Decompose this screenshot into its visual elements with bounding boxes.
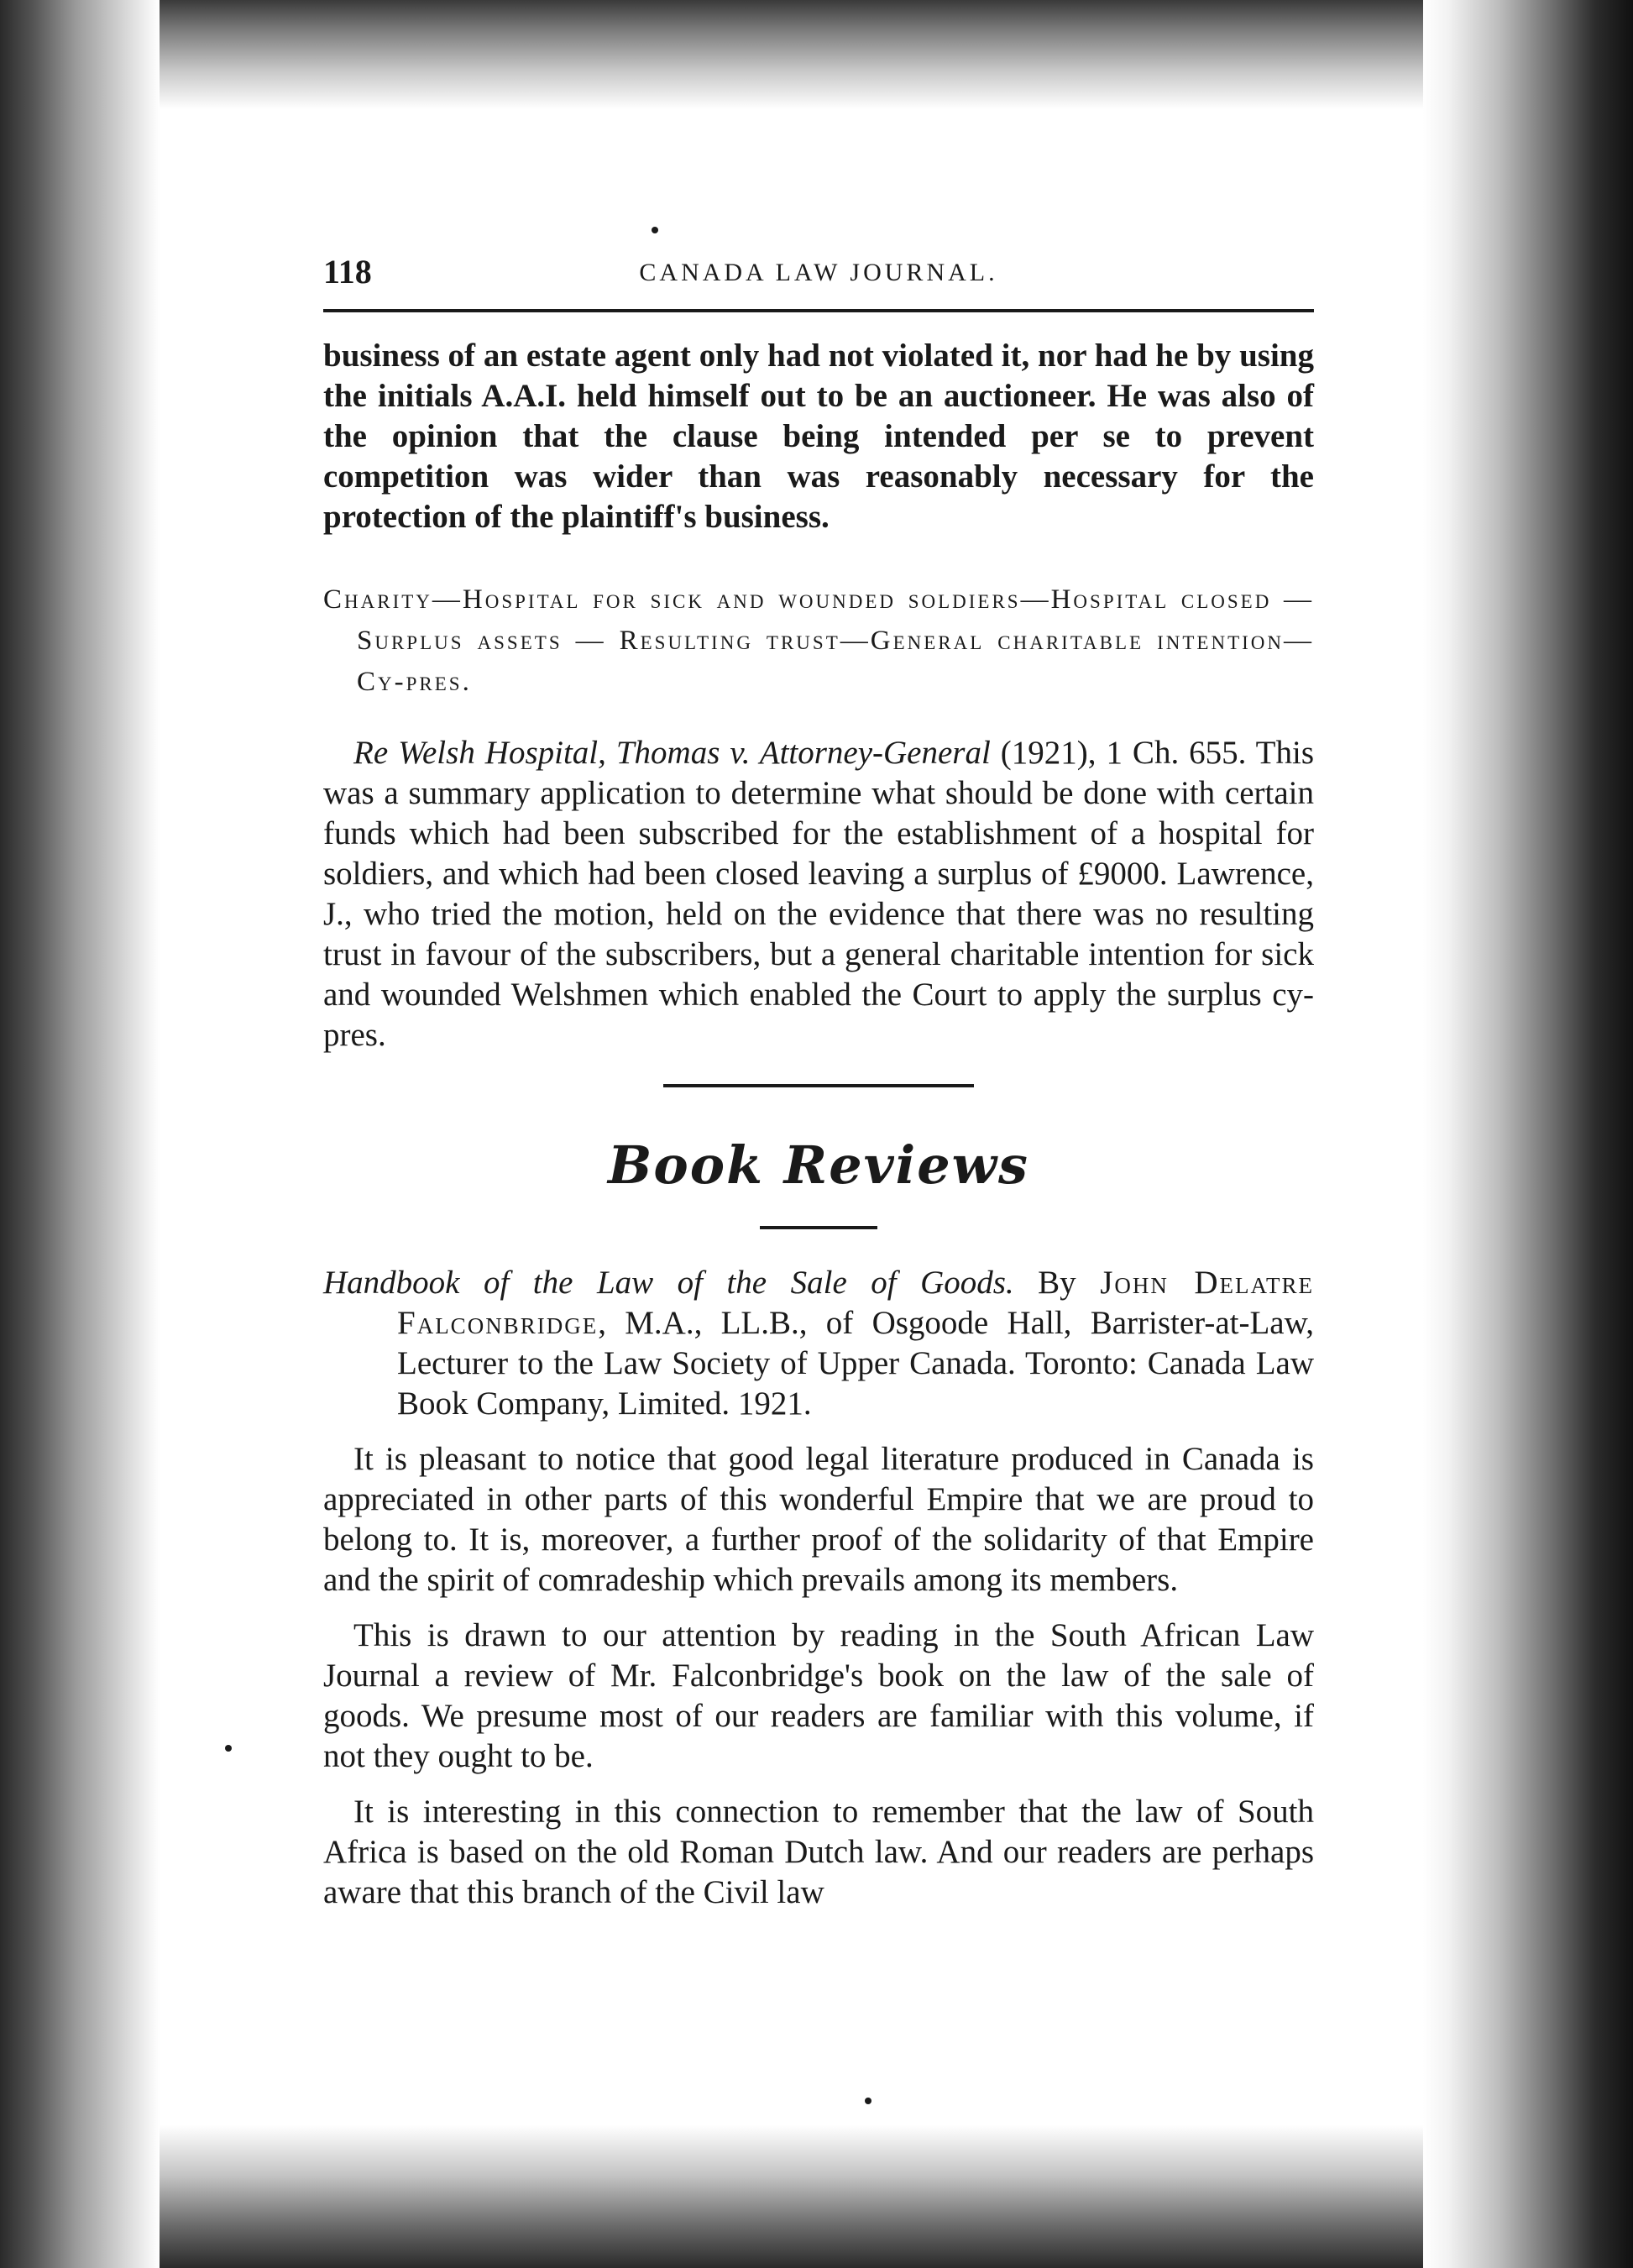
paragraph-continued: business of an estate agent only had not violated it, nor had he by using the initials A.A.I. held himself out to be an auctioneer. He was also of the opinion that the clause being intended per se to prevent competition was wider than was reasonably necessary for the protection of the plaintiff's business. (323, 338, 1314, 535)
speck-left (225, 1745, 232, 1752)
review-paragraph-2: This is drawn to our attention by reading in the South African Law Journal a review of Mr. Falconbridge's book on the law of the sale of goods. We presume most of our readers are familiar with this volume, if not they ought to be. (323, 1617, 1314, 1774)
speck-bottom (865, 2098, 871, 2104)
scan-edge-top (0, 0, 1633, 109)
case-paragraph (323, 733, 1314, 1055)
scan-edge-right (1423, 0, 1633, 2268)
title-rule (760, 1226, 877, 1229)
scan-edge-left (0, 0, 160, 2268)
running-head (323, 252, 1314, 302)
case-heading: Charity—Hospital for sick and wounded soldiers—Hospital closed — Surplus assets — Resulting trust—General charitable intention—Cy-pres. (323, 584, 1314, 697)
review-paragraph-3: It is interesting in this connection to remember that the law of South Africa is based on the old Roman Dutch law. And our readers are perhaps aware that this branch of the Civil law (323, 1794, 1314, 1910)
book-author: John Delatre Falconbridge (397, 1265, 1315, 1341)
case-text: This was a summary application to determine what should be done with certain funds which had been subscribed for the establishment of a hospital for soldiers, and which had been closed leaving a surplus of £9000. Lawrence, J., who tried the motion, held on the evidence that there was no resulting trust in favour of the subscribers, but a general charitable intention for sick and wounded Welshmen which enabled the Court to apply the surplus cy-pres. (323, 735, 1314, 1053)
page-content (323, 252, 1314, 1913)
book-by: By (1013, 1265, 1101, 1301)
journal-title: CANADA LAW JOURNAL. (639, 259, 998, 286)
case-citation-rest: (1921), 1 Ch. 655. (990, 735, 1247, 771)
book-entry (323, 1263, 1314, 1424)
header-rule (323, 309, 1314, 312)
book-details: , M.A., LL.B., of Osgoode Hall, Barrister-at-Law, Lecturer to the Law Society of Upper Canada. Toronto: Canada Law Book Company, Limited. 1921. (397, 1305, 1314, 1422)
section-title: Book Reviews (608, 1134, 1029, 1196)
page-number: 118 (323, 253, 372, 291)
book-title: Handbook of the Law of the Sale of Goods. (323, 1265, 1014, 1301)
section-divider (663, 1084, 974, 1087)
scan-edge-bottom (0, 2125, 1633, 2268)
speck-top (652, 227, 658, 233)
review-paragraph-1: It is pleasant to notice that good legal literature produced in Canada is appreciated in other parts of this wonderful Empire that we are proud to belong to. It is, moreover, a further proof of the solidarity of that Empire and the spirit of comradeship which prevails among its members. (323, 1441, 1314, 1598)
case-citation: Re Welsh Hospital, Thomas v. Attorney-General (353, 735, 991, 771)
